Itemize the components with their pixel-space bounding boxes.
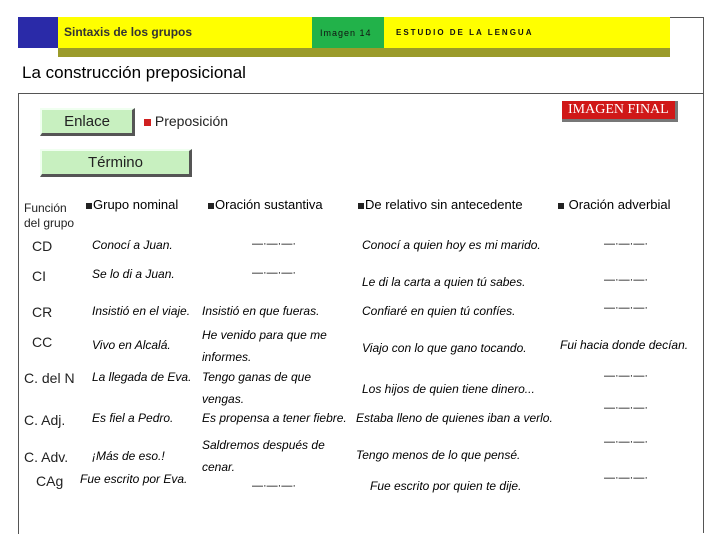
cell: Le di la carta a quien tú sabes. bbox=[362, 275, 526, 289]
cell: Los hijos de quien tiene dinero... bbox=[362, 382, 535, 396]
function-label: Función del grupo bbox=[24, 201, 75, 230]
cell: Insistió en el viaje. bbox=[92, 304, 191, 318]
header-section: ESTUDIO DE LA LENGUA bbox=[396, 28, 534, 37]
row-label-cc: CC bbox=[32, 334, 53, 350]
cell: Viajo con lo que gano tocando. bbox=[362, 341, 527, 355]
cell: Conocí a Juan. bbox=[92, 238, 173, 252]
col-header-relativo: De relativo sin antecedente bbox=[358, 197, 523, 212]
header-blue-block bbox=[18, 17, 58, 48]
col-header-grupo-nominal: Grupo nominal bbox=[86, 197, 178, 212]
cell: Confiaré en quien tú confíes. bbox=[362, 304, 516, 318]
cell-dash: —·—·—· bbox=[604, 302, 648, 314]
cell: Estaba lleno de quienes iban a verlo. bbox=[356, 411, 553, 425]
row-label-ci: CI bbox=[32, 268, 46, 284]
cell: Es propensa a tener fiebre. bbox=[202, 411, 347, 425]
cell: Insistió en que fueras. bbox=[202, 304, 320, 318]
cell: La llegada de Eva. bbox=[92, 370, 192, 384]
row-label-cadv: C. Adv. bbox=[24, 449, 69, 465]
cell: vengas. bbox=[202, 392, 245, 406]
row-label-cd: CD bbox=[32, 238, 53, 254]
imagen-final-button[interactable]: IMAGEN FINAL bbox=[562, 101, 678, 122]
row-label-cadj: C. Adj. bbox=[24, 412, 66, 428]
col-header-oracion-adverbial: Oración adverbial bbox=[558, 197, 671, 212]
col-header-oracion-sustantiva: Oración sustantiva bbox=[208, 197, 323, 212]
cell-dash: —·—·—· bbox=[604, 436, 648, 448]
preposicion-item[interactable] bbox=[144, 113, 228, 129]
cell: Fui hacia donde decían. bbox=[560, 338, 689, 352]
cell: Conocí a quien hoy es mi marido. bbox=[362, 238, 541, 252]
termino-button[interactable]: Término bbox=[40, 149, 192, 177]
cell-dash: —·—·—· bbox=[604, 472, 648, 484]
cell: informes. bbox=[202, 350, 252, 364]
header-shadow bbox=[58, 48, 670, 57]
bullet-icon bbox=[358, 203, 364, 209]
cell: Fue escrito por quien te dije. bbox=[370, 479, 522, 493]
cell: Es fiel a Pedro. bbox=[92, 411, 174, 425]
preposicion-label: Preposición bbox=[154, 113, 229, 129]
bullet-icon bbox=[558, 203, 564, 209]
cell-dash: —·—·—· bbox=[604, 238, 648, 250]
cell: ¡Más de eso.! bbox=[92, 449, 165, 463]
cell: Se lo di a Juan. bbox=[92, 267, 175, 281]
cell: He venido para que me bbox=[202, 328, 327, 342]
cell: Fue escrito por Eva. bbox=[80, 472, 188, 486]
bullet-icon bbox=[86, 203, 92, 209]
header-image-label: Imagen 14 bbox=[320, 28, 372, 38]
cell: Saldremos después de bbox=[202, 438, 325, 452]
cell-dash: —·—·—· bbox=[252, 238, 296, 250]
row-label-cr: CR bbox=[32, 304, 53, 320]
row-label-cag: CAg bbox=[36, 473, 64, 489]
header-title: Sintaxis de los grupos bbox=[64, 25, 193, 39]
cell: Tengo ganas de que bbox=[202, 370, 311, 384]
cell-dash: —·—·—· bbox=[604, 402, 648, 414]
cell: cenar. bbox=[202, 460, 235, 474]
enlace-button[interactable]: Enlace bbox=[40, 108, 135, 136]
cell-dash: —·—·—· bbox=[252, 267, 296, 279]
cell: Vivo en Alcalá. bbox=[92, 338, 171, 352]
bullet-icon bbox=[208, 203, 214, 209]
cell-dash: —·—·—· bbox=[252, 480, 296, 492]
cell: Tengo menos de lo que pensé. bbox=[356, 448, 521, 462]
header-frame-corner bbox=[670, 17, 704, 49]
red-bullet-icon bbox=[144, 119, 151, 126]
row-label-cdeln: C. del N bbox=[24, 370, 75, 386]
page-title: La construcción preposicional bbox=[22, 63, 246, 82]
cell-dash: —·—·—· bbox=[604, 370, 648, 382]
cell-dash: —·—·—· bbox=[604, 274, 648, 286]
